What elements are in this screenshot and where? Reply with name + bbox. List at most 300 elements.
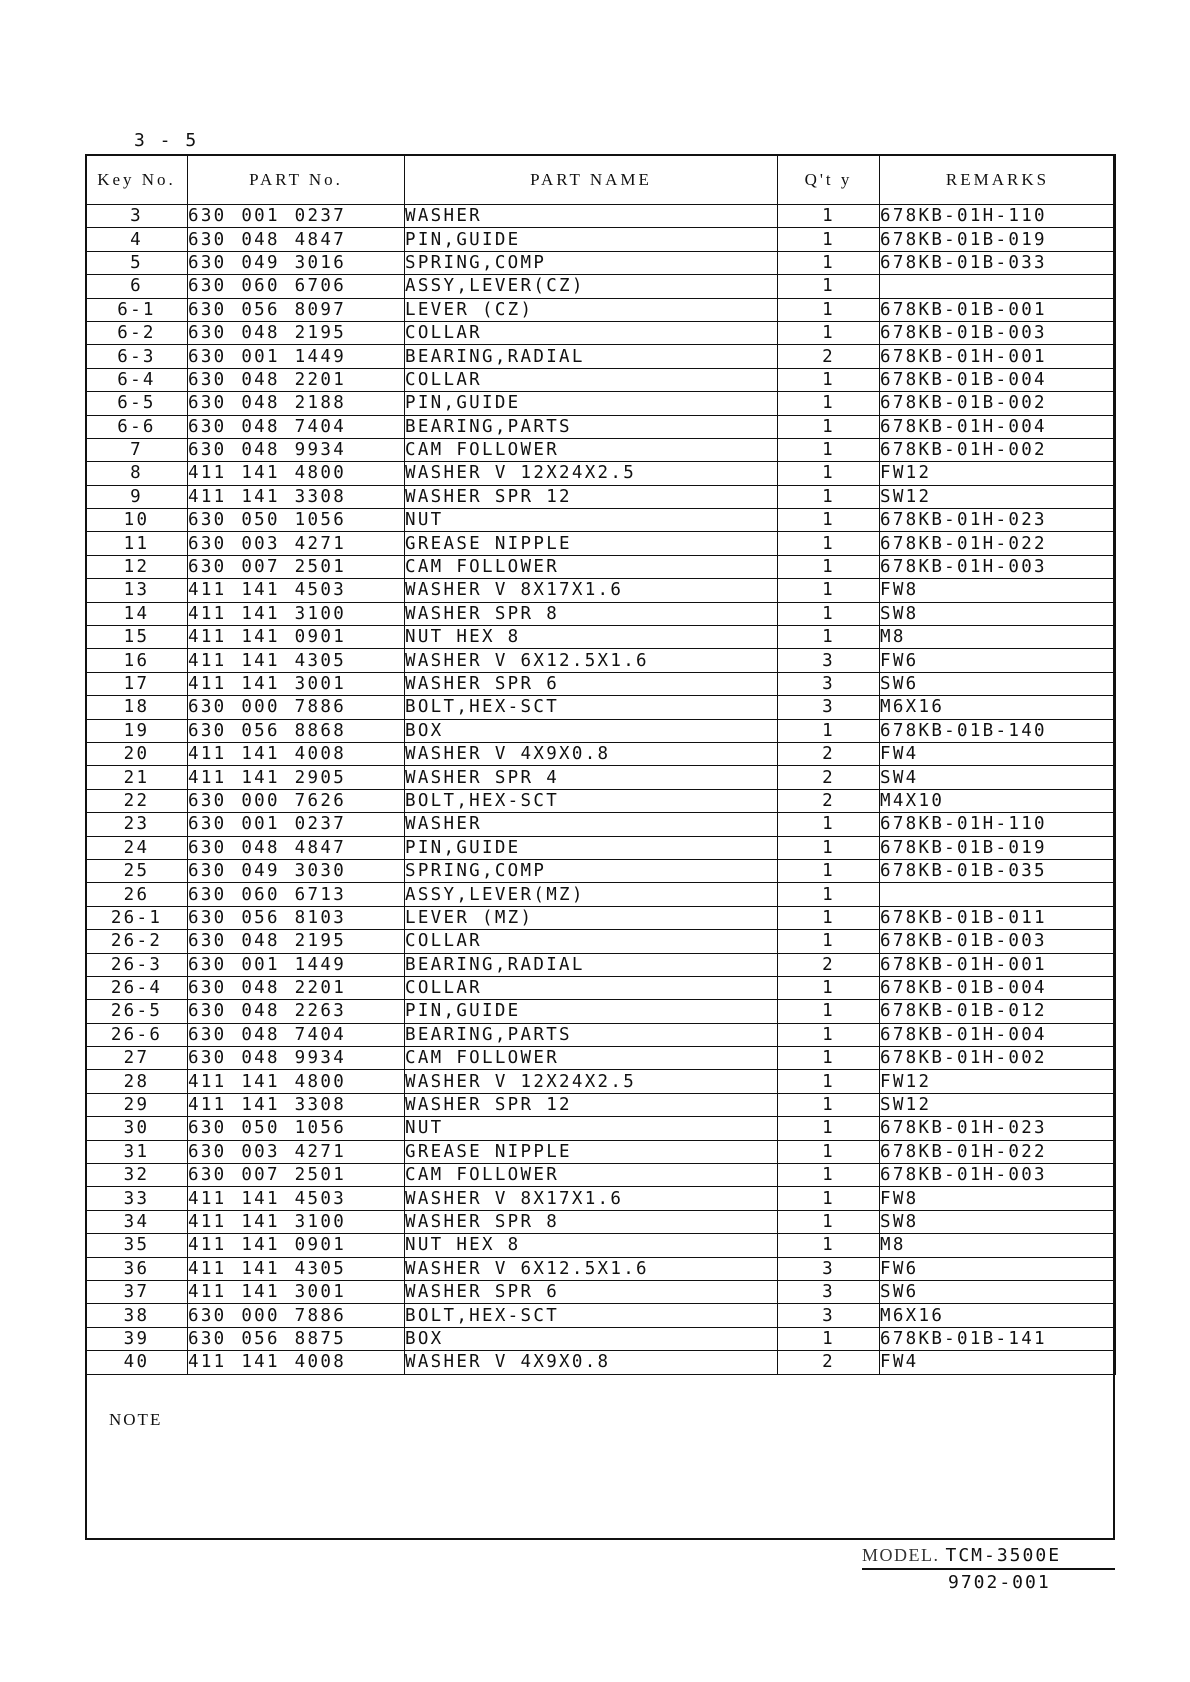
cell-part-no: 411 141 3100	[188, 1210, 405, 1233]
cell-part-name: BEARING,RADIAL	[405, 345, 778, 368]
cell-part-no: 411 141 3001	[188, 672, 405, 695]
cell-key-no: 31	[86, 1140, 188, 1163]
cell-qty: 3	[778, 1280, 880, 1303]
cell-key-no: 26-3	[86, 953, 188, 976]
table-row	[86, 1164, 1116, 1187]
cell-remarks: 678KB-01B-001	[880, 298, 1116, 321]
header-part-no: PART No.	[188, 155, 405, 205]
cell-part-name: PIN,GUIDE	[405, 228, 778, 251]
cell-part-name: SPRING,COMP	[405, 859, 778, 882]
cell-part-name: COLLAR	[405, 976, 778, 999]
table-row	[86, 1140, 1116, 1163]
cell-remarks: M6X16	[880, 1304, 1116, 1327]
cell-remarks: 678KB-01H-022	[880, 532, 1116, 555]
cell-qty: 1	[778, 462, 880, 485]
table-row	[86, 1234, 1116, 1257]
cell-remarks: FW8	[880, 579, 1116, 602]
cell-remarks: 678KB-01H-004	[880, 1023, 1116, 1046]
cell-part-no: 411 141 4503	[188, 579, 405, 602]
cell-part-no: 411 141 4305	[188, 1257, 405, 1280]
cell-qty: 1	[778, 1117, 880, 1140]
cell-part-no: 630 003 4271	[188, 532, 405, 555]
cell-key-no: 36	[86, 1257, 188, 1280]
cell-part-name: WASHER	[405, 813, 778, 836]
cell-qty: 1	[778, 205, 880, 228]
table-row	[86, 368, 1116, 391]
cell-remarks: 678KB-01B-004	[880, 976, 1116, 999]
table-row	[86, 205, 1116, 228]
cell-remarks: 678KB-01B-012	[880, 1000, 1116, 1023]
cell-part-name: BEARING,PARTS	[405, 415, 778, 438]
cell-part-name: WASHER V 6X12.5X1.6	[405, 1257, 778, 1280]
cell-remarks: 678KB-01H-023	[880, 1117, 1116, 1140]
cell-part-no: 630 048 2188	[188, 392, 405, 415]
header-qty: Q't y	[778, 155, 880, 205]
cell-qty: 1	[778, 1070, 880, 1093]
cell-part-no: 630 049 3016	[188, 251, 405, 274]
cell-remarks: 678KB-01B-141	[880, 1327, 1116, 1350]
cell-part-no: 411 141 3100	[188, 602, 405, 625]
cell-part-name: BEARING,PARTS	[405, 1023, 778, 1046]
cell-remarks: FW6	[880, 1257, 1116, 1280]
cell-part-name: WASHER SPR 6	[405, 672, 778, 695]
table-row	[86, 1023, 1116, 1046]
model-label: MODEL.	[862, 1545, 940, 1565]
table-row	[86, 251, 1116, 274]
cell-qty: 1	[778, 1140, 880, 1163]
cell-part-no: 630 049 3030	[188, 859, 405, 882]
cell-remarks: M4X10	[880, 789, 1116, 812]
cell-key-no: 38	[86, 1304, 188, 1327]
cell-part-name: WASHER V 12X24X2.5	[405, 462, 778, 485]
table-row	[86, 719, 1116, 742]
table-row	[86, 1070, 1116, 1093]
cell-key-no: 6-6	[86, 415, 188, 438]
table-header-row	[86, 155, 1116, 205]
cell-part-name: WASHER V 4X9X0.8	[405, 742, 778, 765]
cell-key-no: 26-2	[86, 930, 188, 953]
cell-key-no: 20	[86, 742, 188, 765]
cell-key-no: 7	[86, 438, 188, 461]
cell-part-name: NUT	[405, 509, 778, 532]
cell-part-no: 630 056 8103	[188, 906, 405, 929]
cell-qty: 1	[778, 555, 880, 578]
cell-qty: 1	[778, 813, 880, 836]
cell-qty: 1	[778, 298, 880, 321]
table-row	[86, 696, 1116, 719]
cell-key-no: 39	[86, 1327, 188, 1350]
cell-part-no: 630 000 7886	[188, 1304, 405, 1327]
cell-part-no: 630 048 4847	[188, 836, 405, 859]
cell-qty: 1	[778, 228, 880, 251]
table-row	[86, 930, 1116, 953]
cell-part-no: 630 001 0237	[188, 205, 405, 228]
cell-part-name: WASHER SPR 12	[405, 1093, 778, 1116]
cell-remarks: 678KB-01H-023	[880, 509, 1116, 532]
cell-part-name: CAM FOLLOWER	[405, 555, 778, 578]
cell-part-name: WASHER SPR 8	[405, 602, 778, 625]
table-row	[86, 789, 1116, 812]
cell-qty: 1	[778, 509, 880, 532]
table-row	[86, 298, 1116, 321]
table-row	[86, 953, 1116, 976]
cell-remarks: 678KB-01B-004	[880, 368, 1116, 391]
cell-part-name: NUT HEX 8	[405, 626, 778, 649]
cell-remarks: FW6	[880, 649, 1116, 672]
cell-key-no: 15	[86, 626, 188, 649]
cell-key-no: 6-2	[86, 321, 188, 344]
cell-part-no: 411 141 3001	[188, 1280, 405, 1303]
cell-remarks: 678KB-01H-001	[880, 953, 1116, 976]
cell-key-no: 34	[86, 1210, 188, 1233]
cell-part-name: PIN,GUIDE	[405, 1000, 778, 1023]
cell-remarks: 678KB-01H-002	[880, 1047, 1116, 1070]
table-row	[86, 836, 1116, 859]
cell-qty: 1	[778, 485, 880, 508]
table-row	[86, 1000, 1116, 1023]
cell-part-no: 630 060 6713	[188, 883, 405, 906]
page-number: 3 - 5	[134, 130, 199, 151]
table-row	[86, 1093, 1116, 1116]
cell-key-no: 6-4	[86, 368, 188, 391]
table-row	[86, 415, 1116, 438]
cell-key-no: 21	[86, 766, 188, 789]
cell-part-no: 630 003 4271	[188, 1140, 405, 1163]
cell-part-no: 630 048 2263	[188, 1000, 405, 1023]
cell-key-no: 30	[86, 1117, 188, 1140]
table-row	[86, 1304, 1116, 1327]
cell-qty: 2	[778, 789, 880, 812]
cell-part-no: 630 048 2201	[188, 368, 405, 391]
cell-key-no: 13	[86, 579, 188, 602]
cell-remarks: 678KB-01H-002	[880, 438, 1116, 461]
cell-qty: 1	[778, 1234, 880, 1257]
cell-remarks: 678KB-01B-019	[880, 836, 1116, 859]
header-part-name: PART NAME	[405, 155, 778, 205]
cell-qty: 1	[778, 1047, 880, 1070]
cell-remarks: FW4	[880, 1351, 1116, 1374]
cell-remarks: M6X16	[880, 696, 1116, 719]
table-row	[86, 649, 1116, 672]
cell-qty: 2	[778, 742, 880, 765]
cell-qty: 1	[778, 1000, 880, 1023]
table-row	[86, 1210, 1116, 1233]
cell-remarks: 678KB-01H-110	[880, 205, 1116, 228]
parts-table	[85, 154, 1116, 1375]
cell-qty: 3	[778, 696, 880, 719]
cell-remarks: FW12	[880, 1070, 1116, 1093]
cell-part-name: BOLT,HEX-SCT	[405, 696, 778, 719]
cell-qty: 1	[778, 976, 880, 999]
cell-part-no: 630 000 7886	[188, 696, 405, 719]
cell-part-name: WASHER	[405, 205, 778, 228]
cell-part-name: NUT	[405, 1117, 778, 1140]
cell-part-name: WASHER V 12X24X2.5	[405, 1070, 778, 1093]
cell-part-no: 411 141 0901	[188, 626, 405, 649]
cell-remarks: 678KB-01B-011	[880, 906, 1116, 929]
cell-key-no: 16	[86, 649, 188, 672]
cell-qty: 1	[778, 438, 880, 461]
cell-remarks: 678KB-01B-033	[880, 251, 1116, 274]
cell-part-no: 630 056 8875	[188, 1327, 405, 1350]
cell-qty: 1	[778, 251, 880, 274]
cell-key-no: 40	[86, 1351, 188, 1374]
cell-qty: 1	[778, 275, 880, 298]
cell-key-no: 6	[86, 275, 188, 298]
note-label: NOTE	[109, 1410, 163, 1429]
cell-part-name: PIN,GUIDE	[405, 392, 778, 415]
cell-part-no: 630 050 1056	[188, 1117, 405, 1140]
table-row	[86, 438, 1116, 461]
table-row	[86, 976, 1116, 999]
model-value: TCM-3500E	[945, 1545, 1062, 1566]
table-row	[86, 509, 1116, 532]
cell-qty: 1	[778, 859, 880, 882]
cell-key-no: 6-3	[86, 345, 188, 368]
cell-remarks: SW8	[880, 602, 1116, 625]
cell-remarks: 678KB-01B-003	[880, 321, 1116, 344]
cell-part-name: WASHER V 4X9X0.8	[405, 1351, 778, 1374]
cell-part-name: BOX	[405, 719, 778, 742]
cell-key-no: 14	[86, 602, 188, 625]
cell-remarks	[880, 275, 1116, 298]
cell-remarks: FW12	[880, 462, 1116, 485]
cell-key-no: 6-5	[86, 392, 188, 415]
cell-part-no: 630 001 0237	[188, 813, 405, 836]
cell-qty: 1	[778, 602, 880, 625]
cell-part-name: BEARING,RADIAL	[405, 953, 778, 976]
cell-remarks	[880, 883, 1116, 906]
cell-part-no: 630 007 2501	[188, 555, 405, 578]
cell-part-name: LEVER (MZ)	[405, 906, 778, 929]
cell-remarks: SW6	[880, 1280, 1116, 1303]
cell-part-no: 630 048 2201	[188, 976, 405, 999]
table-row	[86, 672, 1116, 695]
cell-key-no: 11	[86, 532, 188, 555]
cell-key-no: 3	[86, 205, 188, 228]
cell-qty: 1	[778, 532, 880, 555]
cell-key-no: 35	[86, 1234, 188, 1257]
parts-table-body	[86, 205, 1116, 1375]
cell-key-no: 12	[86, 555, 188, 578]
cell-qty: 1	[778, 1327, 880, 1350]
cell-key-no: 26-6	[86, 1023, 188, 1046]
cell-qty: 2	[778, 345, 880, 368]
table-row	[86, 579, 1116, 602]
table-row	[86, 228, 1116, 251]
cell-remarks: M8	[880, 1234, 1116, 1257]
cell-part-name: ASSY,LEVER(CZ)	[405, 275, 778, 298]
cell-part-name: COLLAR	[405, 321, 778, 344]
table-row	[86, 321, 1116, 344]
cell-key-no: 26-4	[86, 976, 188, 999]
cell-key-no: 6-1	[86, 298, 188, 321]
cell-key-no: 5	[86, 251, 188, 274]
cell-part-name: LEVER (CZ)	[405, 298, 778, 321]
cell-qty: 3	[778, 649, 880, 672]
cell-part-name: BOLT,HEX-SCT	[405, 1304, 778, 1327]
cell-part-no: 630 001 1449	[188, 345, 405, 368]
cell-part-name: GREASE NIPPLE	[405, 532, 778, 555]
cell-qty: 1	[778, 906, 880, 929]
cell-part-name: BOX	[405, 1327, 778, 1350]
cell-qty: 3	[778, 1257, 880, 1280]
cell-part-no: 630 060 6706	[188, 275, 405, 298]
cell-part-name: WASHER V 8X17X1.6	[405, 1187, 778, 1210]
cell-qty: 3	[778, 1304, 880, 1327]
cell-qty: 1	[778, 1023, 880, 1046]
table-row	[86, 275, 1116, 298]
cell-remarks: 678KB-01H-022	[880, 1140, 1116, 1163]
table-row	[86, 1327, 1116, 1350]
header-remarks: REMARKS	[880, 155, 1116, 205]
cell-key-no: 19	[86, 719, 188, 742]
cell-key-no: 26	[86, 883, 188, 906]
cell-part-name: PIN,GUIDE	[405, 836, 778, 859]
cell-qty: 1	[778, 321, 880, 344]
cell-part-no: 411 141 2905	[188, 766, 405, 789]
cell-part-no: 630 048 2195	[188, 930, 405, 953]
cell-key-no: 29	[86, 1093, 188, 1116]
cell-qty: 1	[778, 1093, 880, 1116]
cell-part-name: WASHER SPR 4	[405, 766, 778, 789]
cell-remarks: SW12	[880, 1093, 1116, 1116]
cell-part-name: COLLAR	[405, 930, 778, 953]
table-row	[86, 532, 1116, 555]
cell-qty: 1	[778, 392, 880, 415]
table-row	[86, 1351, 1116, 1374]
cell-key-no: 23	[86, 813, 188, 836]
cell-part-no: 411 141 3308	[188, 1093, 405, 1116]
cell-qty: 2	[778, 1351, 880, 1374]
cell-remarks: 678KB-01B-003	[880, 930, 1116, 953]
cell-part-no: 630 001 1449	[188, 953, 405, 976]
cell-key-no: 26-5	[86, 1000, 188, 1023]
table-row	[86, 766, 1116, 789]
cell-qty: 1	[778, 1164, 880, 1187]
cell-part-no: 630 048 7404	[188, 1023, 405, 1046]
cell-part-name: CAM FOLLOWER	[405, 1047, 778, 1070]
cell-part-no: 630 048 9934	[188, 438, 405, 461]
cell-part-name: WASHER V 8X17X1.6	[405, 579, 778, 602]
cell-part-name: WASHER SPR 8	[405, 1210, 778, 1233]
cell-part-name: WASHER SPR 6	[405, 1280, 778, 1303]
cell-part-name: NUT HEX 8	[405, 1234, 778, 1257]
cell-qty: 1	[778, 368, 880, 391]
table-row	[86, 462, 1116, 485]
cell-part-no: 630 048 2195	[188, 321, 405, 344]
cell-remarks: 678KB-01H-003	[880, 1164, 1116, 1187]
cell-part-no: 630 050 1056	[188, 509, 405, 532]
cell-key-no: 25	[86, 859, 188, 882]
cell-qty: 1	[778, 1187, 880, 1210]
cell-remarks: 678KB-01H-001	[880, 345, 1116, 368]
cell-remarks: SW12	[880, 485, 1116, 508]
cell-part-name: CAM FOLLOWER	[405, 438, 778, 461]
cell-part-no: 630 056 8868	[188, 719, 405, 742]
cell-part-no: 411 141 4008	[188, 1351, 405, 1374]
cell-remarks: 678KB-01B-002	[880, 392, 1116, 415]
cell-remarks: 678KB-01B-035	[880, 859, 1116, 882]
table-row	[86, 626, 1116, 649]
cell-qty: 3	[778, 672, 880, 695]
header-key-no: Key No.	[86, 155, 188, 205]
cell-qty: 1	[778, 836, 880, 859]
cell-part-name: BOLT,HEX-SCT	[405, 789, 778, 812]
table-row	[86, 813, 1116, 836]
cell-part-no: 411 141 4800	[188, 1070, 405, 1093]
cell-key-no: 28	[86, 1070, 188, 1093]
cell-part-name: COLLAR	[405, 368, 778, 391]
cell-remarks: SW8	[880, 1210, 1116, 1233]
cell-qty: 2	[778, 953, 880, 976]
cell-key-no: 22	[86, 789, 188, 812]
cell-qty: 1	[778, 1210, 880, 1233]
cell-key-no: 17	[86, 672, 188, 695]
cell-remarks: 678KB-01B-140	[880, 719, 1116, 742]
cell-part-name: CAM FOLLOWER	[405, 1164, 778, 1187]
parts-list-sheet	[85, 154, 1115, 1540]
cell-part-no: 411 141 0901	[188, 1234, 405, 1257]
cell-qty: 1	[778, 930, 880, 953]
cell-part-no: 630 056 8097	[188, 298, 405, 321]
cell-part-no: 411 141 4503	[188, 1187, 405, 1210]
table-row	[86, 859, 1116, 882]
cell-remarks: 678KB-01B-019	[880, 228, 1116, 251]
cell-key-no: 9	[86, 485, 188, 508]
cell-part-name: WASHER V 6X12.5X1.6	[405, 649, 778, 672]
cell-part-name: WASHER SPR 12	[405, 485, 778, 508]
table-row	[86, 1280, 1116, 1303]
cell-remarks: 678KB-01H-004	[880, 415, 1116, 438]
cell-part-no: 630 048 7404	[188, 415, 405, 438]
cell-part-no: 630 007 2501	[188, 1164, 405, 1187]
cell-part-no: 411 141 4008	[188, 742, 405, 765]
cell-remarks: FW8	[880, 1187, 1116, 1210]
table-row	[86, 602, 1116, 625]
cell-qty: 1	[778, 626, 880, 649]
cell-key-no: 27	[86, 1047, 188, 1070]
table-row	[86, 906, 1116, 929]
table-row	[86, 392, 1116, 415]
table-row	[86, 345, 1116, 368]
cell-part-no: 630 048 9934	[188, 1047, 405, 1070]
table-row	[86, 485, 1116, 508]
cell-key-no: 37	[86, 1280, 188, 1303]
table-row	[86, 1117, 1116, 1140]
cell-part-no: 630 000 7626	[188, 789, 405, 812]
cell-qty: 1	[778, 883, 880, 906]
table-row	[86, 883, 1116, 906]
cell-key-no: 33	[86, 1187, 188, 1210]
cell-part-name: GREASE NIPPLE	[405, 1140, 778, 1163]
cell-part-no: 411 141 4800	[188, 462, 405, 485]
cell-remarks: M8	[880, 626, 1116, 649]
cell-key-no: 10	[86, 509, 188, 532]
cell-part-no: 630 048 4847	[188, 228, 405, 251]
cell-part-name: SPRING,COMP	[405, 251, 778, 274]
cell-remarks: FW4	[880, 742, 1116, 765]
cell-part-name: ASSY,LEVER(MZ)	[405, 883, 778, 906]
table-row	[86, 1257, 1116, 1280]
table-row	[86, 1047, 1116, 1070]
cell-part-no: 411 141 4305	[188, 649, 405, 672]
cell-key-no: 32	[86, 1164, 188, 1187]
table-row	[86, 555, 1116, 578]
cell-key-no: 18	[86, 696, 188, 719]
cell-qty: 1	[778, 719, 880, 742]
cell-key-no: 4	[86, 228, 188, 251]
